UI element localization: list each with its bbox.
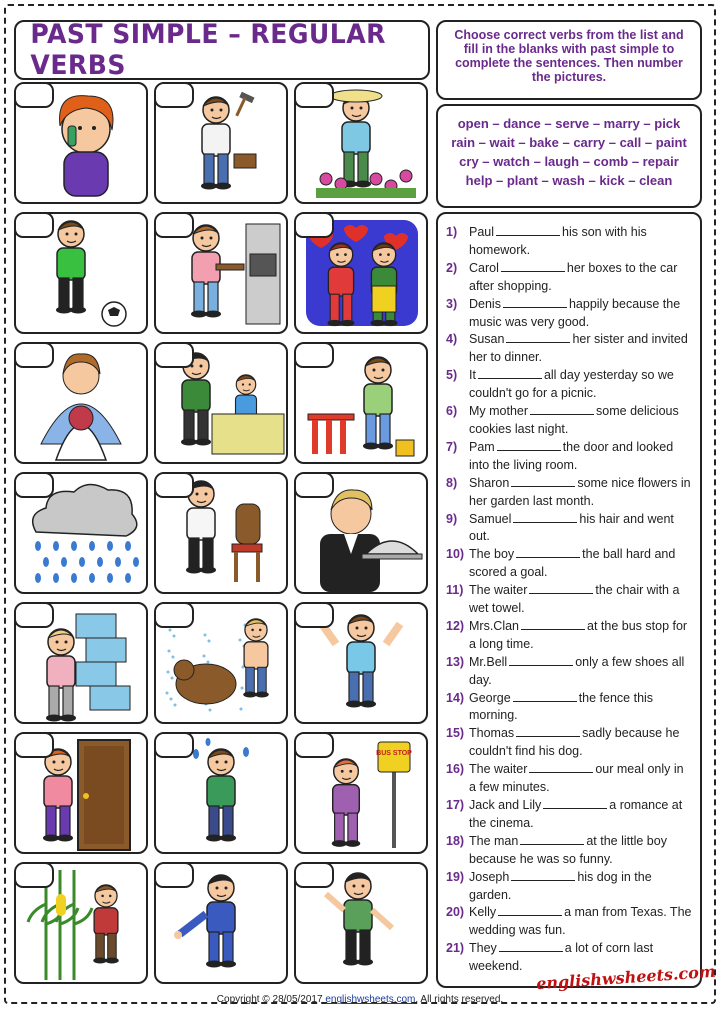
picture-number-box[interactable] <box>154 82 194 108</box>
sentence-item <box>446 869 692 905</box>
sentence-subject: My mother <box>469 404 529 419</box>
answer-blank[interactable] <box>499 940 563 952</box>
sentence-text <box>469 582 692 618</box>
picture-boy-kick <box>14 212 148 334</box>
sentence-item <box>446 690 692 726</box>
picture-number-box[interactable] <box>294 602 334 628</box>
sentence-subject: Paul <box>469 225 495 239</box>
brand-logo: englishwsheets.com <box>535 961 717 994</box>
sentence-number: 9) <box>446 511 458 526</box>
sentence-rest: a lot of corn last weekend. <box>469 941 654 974</box>
verb-list-box <box>436 104 702 208</box>
sentence-subject: Pam <box>469 439 495 454</box>
copyright <box>0 994 720 1005</box>
sentence-item <box>446 475 692 511</box>
sentence-text <box>469 439 692 475</box>
answer-blank[interactable] <box>516 725 580 737</box>
sentence-subject: Joseph <box>469 869 510 884</box>
sentence-rest: some delicious cookies last night. <box>469 404 679 436</box>
sentence-number: 14) <box>446 690 465 705</box>
verb-line: open – dance – serve – marry – pick <box>457 116 681 131</box>
sentence-subject: Kelly <box>469 905 497 920</box>
sentence-subject: Sharon <box>469 475 510 490</box>
picture-gardener-woman <box>294 82 428 204</box>
answer-blank[interactable] <box>529 582 593 594</box>
picture-number-box[interactable] <box>14 472 54 498</box>
picture-number-box[interactable] <box>14 862 54 888</box>
picture-couple-cinema <box>294 212 428 334</box>
sentence-rest: a romance at the cinema. <box>469 798 683 830</box>
sentence-subject: The boy <box>469 547 515 562</box>
picture-woman-phone <box>14 82 148 204</box>
sentence-item <box>446 725 692 761</box>
sentence-item <box>446 439 692 475</box>
sentence-number: 8) <box>446 475 458 490</box>
sentence-text <box>469 833 692 869</box>
picture-number-box[interactable] <box>294 732 334 758</box>
sentence-text <box>469 260 692 296</box>
sentence-rest: at the little boy because he was so funny. <box>469 833 667 866</box>
picture-farmers-corn <box>14 862 148 984</box>
sentence-number: 17) <box>446 798 465 812</box>
sentence-item <box>446 511 692 547</box>
answer-blank[interactable] <box>509 654 573 666</box>
sentence-rest: the ball hard and scored a goal. <box>469 547 676 580</box>
picture-boy-dancing <box>294 862 428 984</box>
sentence-rest: his dog in the garden. <box>469 869 652 902</box>
verb-line: rain – wait – bake – carry – call – paint <box>451 135 687 150</box>
answer-blank[interactable] <box>543 797 607 809</box>
sentence-item <box>446 260 692 296</box>
copyright-prefix: Copyright © 28/05/2017 <box>216 994 326 1005</box>
picture-number-box[interactable] <box>294 472 334 498</box>
picture-number-box[interactable] <box>294 82 334 108</box>
sentences-box <box>436 212 702 988</box>
sentence-text <box>469 367 692 403</box>
sentence-rest: at the bus stop for a long time. <box>469 618 688 651</box>
picture-woman-boxes <box>14 602 148 724</box>
answer-blank[interactable] <box>506 331 570 343</box>
sentence-number: 10) <box>446 547 465 562</box>
sentence-subject: They <box>469 941 497 956</box>
picture-number-box[interactable] <box>294 212 334 238</box>
answer-blank[interactable] <box>516 546 580 558</box>
sentence-number: 3) <box>446 296 458 311</box>
sentence-rest: her sister and invited her to dinner. <box>469 332 688 365</box>
sentence-subject: The man <box>469 833 519 848</box>
sentence-item <box>446 761 692 797</box>
picture-number-box[interactable] <box>154 862 194 888</box>
answer-blank[interactable] <box>498 904 562 916</box>
sentence-subject: Susan <box>469 332 505 347</box>
picture-bride <box>14 342 148 464</box>
answer-blank[interactable] <box>511 475 575 487</box>
sentence-rest: some nice flowers in her garden last month. <box>469 475 691 508</box>
sentence-number: 7) <box>446 439 458 454</box>
sentence-item <box>446 331 692 367</box>
sentence-item <box>446 797 692 833</box>
copyright-link[interactable]: englishwsheets.com <box>325 994 416 1005</box>
picture-rain-cloud <box>14 472 148 594</box>
sentence-rest: happily because the music was very good. <box>469 296 681 329</box>
instructions-text: Choose correct verbs from the list and fill in the blanks with past simple to complete the sentences. Then number the pictures. <box>454 28 684 84</box>
picture-number-box[interactable] <box>14 82 54 108</box>
sentence-subject: Mrs.Clan <box>469 618 520 633</box>
sentence-rest: our meal only in a few minutes. <box>469 762 684 795</box>
picture-man-helping-boy <box>154 342 288 464</box>
picture-shoemaker <box>154 82 288 204</box>
sentence-number: 15) <box>446 726 465 741</box>
picture-boy-washing-dog <box>154 602 288 724</box>
sentence-subject: Samuel <box>469 511 512 526</box>
sentence-subject: George <box>469 690 511 705</box>
sentence-number: 20) <box>446 905 465 920</box>
answer-blank[interactable] <box>513 511 577 523</box>
sentence-subject: Denis <box>469 296 501 311</box>
sentence-rest: only a few shoes all day. <box>469 654 685 687</box>
answer-blank[interactable] <box>496 224 560 236</box>
sentence-text <box>469 869 692 905</box>
picture-man-painting <box>294 342 428 464</box>
sentence-number: 6) <box>446 404 458 419</box>
answer-blank[interactable] <box>501 260 565 272</box>
picture-number-box[interactable] <box>14 602 54 628</box>
verb-line: cry – watch – laugh – comb – repair <box>459 154 679 169</box>
picture-number-box[interactable] <box>14 212 54 238</box>
sentence-rest: his son with his homework. <box>469 225 647 257</box>
picture-waiter-dish <box>294 472 428 594</box>
sentence-number: 11) <box>446 583 464 598</box>
picture-man-laughing <box>294 602 428 724</box>
answer-blank[interactable] <box>529 761 593 773</box>
picture-woman-bus-stop <box>294 732 428 854</box>
answer-blank[interactable] <box>511 869 575 881</box>
sentence-rest: sadly because he couldn't find his dog. <box>469 726 680 759</box>
sentence-number: 5) <box>446 368 458 383</box>
answer-blank[interactable] <box>478 367 542 379</box>
bus-stop-sign: BUS STOP <box>376 750 412 757</box>
sentence-text <box>469 690 692 726</box>
sentence-number: 18) <box>446 833 465 848</box>
sentence-text <box>469 403 692 439</box>
sentence-subject: The waiter <box>469 762 528 777</box>
sentence-subject: Mr.Bell <box>469 654 508 669</box>
sentence-text <box>469 904 692 940</box>
sentence-subject: The waiter <box>469 583 528 598</box>
sentence-text <box>469 654 692 690</box>
answer-blank[interactable] <box>521 618 585 630</box>
sentence-text <box>469 761 692 797</box>
picture-waiter-chair <box>154 472 288 594</box>
sentence-number: 12) <box>446 618 465 633</box>
sentence-number: 2) <box>446 260 458 275</box>
sentence-rest: the fence this morning. <box>469 690 654 723</box>
sentence-item <box>446 546 692 582</box>
sentence-text <box>469 296 692 332</box>
sentence-rest: a man from Texas. The wedding was fun. <box>469 905 692 938</box>
sentence-item <box>446 296 692 332</box>
picture-number-box[interactable] <box>294 342 334 368</box>
picture-number-box[interactable] <box>154 602 194 628</box>
picture-boy-crying <box>154 732 288 854</box>
picture-number-box[interactable] <box>14 732 54 758</box>
picture-number-box[interactable] <box>14 342 54 368</box>
sentence-subject: Carol <box>469 260 499 275</box>
sentence-number: 4) <box>446 332 458 347</box>
sentence-item <box>446 618 692 654</box>
sentence-subject: Jack and Lily <box>469 798 542 812</box>
sentence-number: 1) <box>446 225 458 239</box>
picture-number-box[interactable] <box>154 472 194 498</box>
sentence-item <box>446 367 692 403</box>
sentence-text <box>469 511 692 547</box>
sentence-text <box>469 475 692 511</box>
picture-woman-baking <box>154 212 288 334</box>
sentence-number: 13) <box>446 654 465 669</box>
sentence-number: 16) <box>446 762 465 777</box>
sentence-item <box>446 654 692 690</box>
sentence-number: 19) <box>446 869 465 884</box>
sentence-subject: It <box>469 368 476 383</box>
page-title: PAST SIMPLE – REGULAR VERBS <box>30 19 386 81</box>
verb-line: help – plant – wash – kick – clean <box>465 173 673 188</box>
picture-woman-door <box>14 732 148 854</box>
sentence-rest: the chair with a wet towel. <box>469 583 680 616</box>
instructions-box <box>436 20 702 100</box>
sentence-text <box>469 546 692 582</box>
answer-blank[interactable] <box>520 833 584 845</box>
picture-man-pointing <box>154 862 288 984</box>
copyright-suffix: . All rights reserved. <box>415 994 504 1005</box>
sentence-rest: the door and looked into the living room. <box>469 439 674 472</box>
title-box <box>14 20 430 80</box>
picture-number-box[interactable] <box>154 732 194 758</box>
sentence-item <box>446 582 692 618</box>
sentence-item <box>446 403 692 439</box>
answer-blank[interactable] <box>503 296 567 308</box>
sentence-item <box>446 224 692 260</box>
sentence-text <box>469 797 692 833</box>
sentence-number: 21) <box>446 941 465 956</box>
sentence-rest: his hair and went out. <box>469 511 674 544</box>
sentence-text <box>469 725 692 761</box>
sentence-text <box>469 331 692 367</box>
picture-number-box[interactable] <box>294 862 334 888</box>
answer-blank[interactable] <box>497 439 561 451</box>
picture-number-box[interactable] <box>154 342 194 368</box>
sentence-subject: Thomas <box>469 726 515 741</box>
sentence-text <box>469 618 692 654</box>
answer-blank[interactable] <box>513 690 577 702</box>
picture-number-box[interactable] <box>154 212 194 238</box>
sentence-rest: all day yesterday so we couldn't go for a picnic. <box>469 368 674 401</box>
sentence-rest: her boxes to the car after shopping. <box>469 260 678 293</box>
answer-blank[interactable] <box>530 403 594 415</box>
sentence-item <box>446 904 692 940</box>
sentence-item <box>446 833 692 869</box>
sentence-text <box>469 224 692 260</box>
